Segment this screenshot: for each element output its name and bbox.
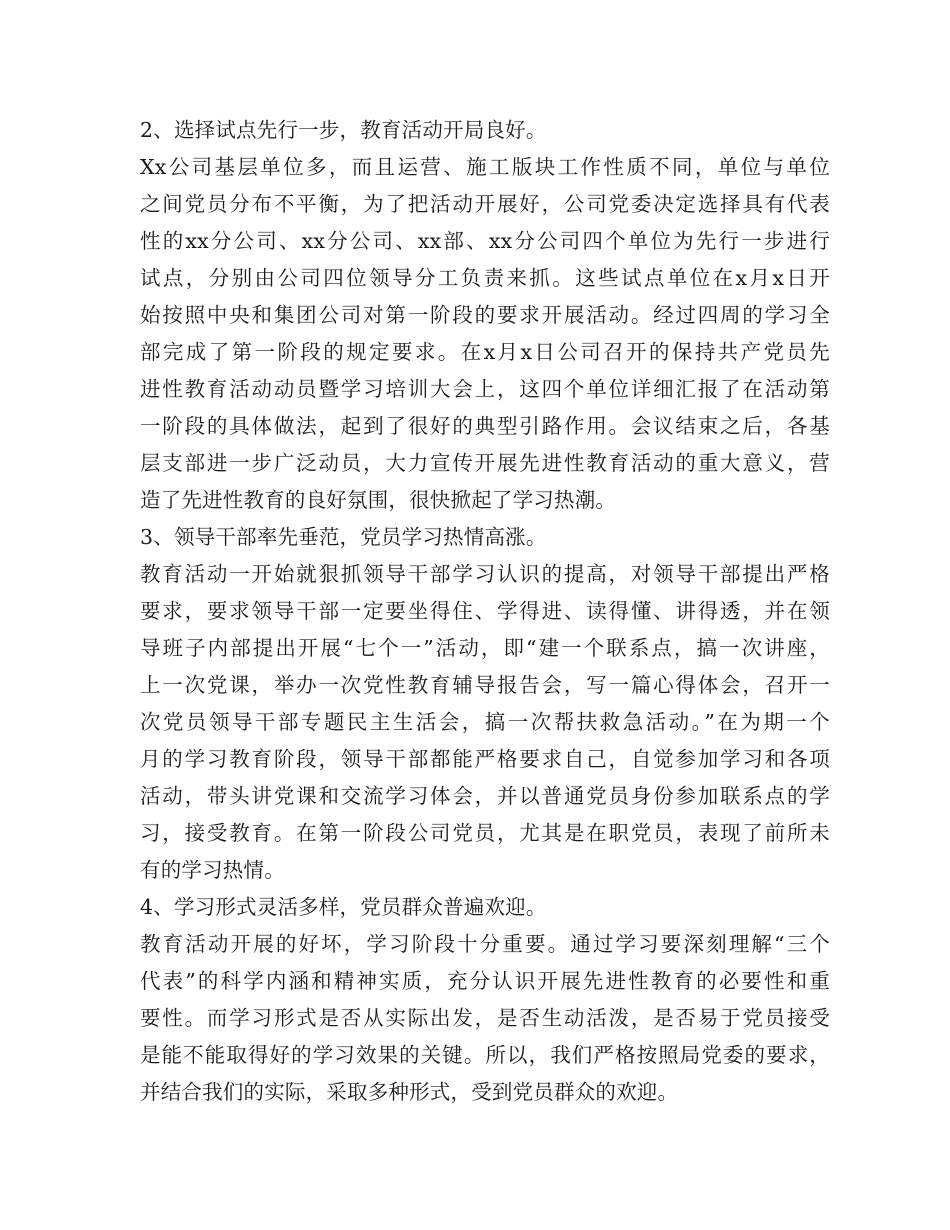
paragraph-line: 部完成了第一阶段的规定要求。在x月x日公司召开的保持共产党员先 <box>140 340 830 364</box>
paragraph-line: 并结合我们的实际，采取多种形式，受到党员群众的欢迎。 <box>140 1080 679 1104</box>
paragraph-line: 始按照中央和集团公司对第一阶段的要求开展活动。经过四周的学习全 <box>140 303 830 327</box>
heading-section-2: 2、选择试点先行一步，教育活动开局良好。 <box>140 118 547 142</box>
paragraph-line: 试点，分别由公司四位领导分工负责来抓。这些试点单位在x月x日开 <box>140 266 830 290</box>
paragraph-line: 一阶段的具体做法，起到了很好的典型引路作用。会议结束之后，各基 <box>140 414 830 438</box>
paragraph-line: 教育活动开展的好坏，学习阶段十分重要。通过学习要深刻理解“三个 <box>140 932 830 956</box>
paragraph-line: 月的学习教育阶段，领导干部都能严格要求自己，自觉参加学习和各项 <box>140 747 830 771</box>
heading-section-4: 4、学习形式灵活多样，党员群众普遍欢迎。 <box>140 895 547 919</box>
paragraph-line: 要求，要求领导干部一定要坐得住、学得进、读得懂、讲得透，并在领 <box>140 599 830 623</box>
paragraph-line: 有的学习热情。 <box>140 858 285 882</box>
paragraph-line: 导班子内部提出开展“七个一”活动，即“建一个联系点，搞一次讲座， <box>140 636 830 660</box>
paragraph-line: 进性教育活动动员暨学习培训大会上，这四个单位详细汇报了在活动第 <box>140 377 830 401</box>
paragraph-line: 上一次党课，举办一次党性教育辅导报告会，写一篇心得体会，召开一 <box>140 673 830 697</box>
paragraph-line: 要性。而学习形式是否从实际出发，是否生动活泼，是否易于党员接受 <box>140 1006 830 1030</box>
paragraph-line: 次党员领导干部专题民主生活会，搞一次帮扶救急活动。”在为期一个 <box>140 710 830 734</box>
document-body <box>140 112 830 1111</box>
heading-section-3: 3、领导干部率先垂范，党员学习热情高涨。 <box>140 525 547 549</box>
paragraph-line: 造了先进性教育的良好氛围，很快掀起了学习热潮。 <box>140 488 617 512</box>
paragraph-line: 之间党员分布不平衡，为了把活动开展好，公司党委决定选择具有代表 <box>140 192 830 216</box>
paragraph-line: 活动，带头讲党课和交流学习体会，并以普通党员身份参加联系点的学 <box>140 784 830 808</box>
paragraph-line: Xx公司基层单位多，而且运营、施工版块工作性质不同，单位与单位 <box>140 155 830 179</box>
paragraph-line: 是能不能取得好的学习效果的关键。所以，我们严格按照局党委的要求， <box>140 1043 830 1067</box>
paragraph-line: 层支部进一步广泛动员，大力宣传开展先进性教育活动的重大意义，营 <box>140 451 830 475</box>
paragraph-line: 代表”的科学内涵和精神实质，充分认识开展先进性教育的必要性和重 <box>140 969 830 993</box>
paragraph-line: 教育活动一开始就狠抓领导干部学习认识的提高，对领导干部提出严格 <box>140 562 830 586</box>
paragraph-line: 习，接受教育。在第一阶段公司党员，尤其是在职党员，表现了前所未 <box>140 821 830 845</box>
paragraph-line: 性的xx分公司、xx分公司、xx部、xx分公司四个单位为先行一步进行 <box>140 229 830 253</box>
